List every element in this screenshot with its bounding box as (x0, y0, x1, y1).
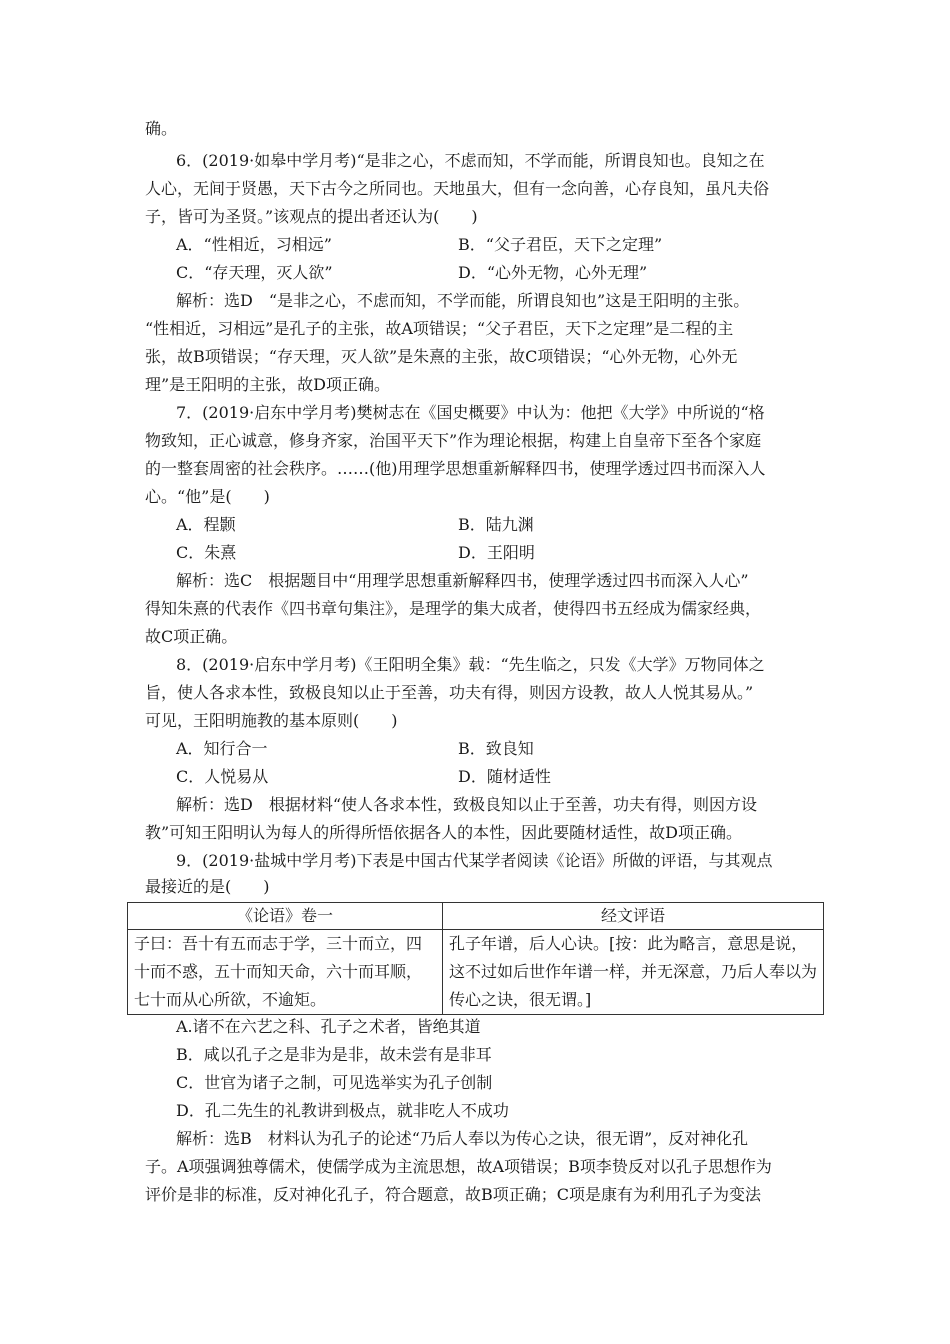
q8-option-b: B．致良知 (458, 739, 534, 758)
q6-analysis-line-2: “性相近，习相远”是孔子的主张，故A项错误；“父子君臣，天下之定理”是二程的主 (145, 319, 734, 338)
q8-analysis-line-2: 教”可知王阳明认为每人的所得所悟依据各人的本性，因此要随材适性，故D项正确。 (145, 823, 743, 842)
q9-analysis-line-1: 解析：选B 材料认为孔子的论述“乃后人奉以为传心之诀，很无谓”，反对神化孔 (176, 1129, 749, 1148)
q7-stem-line-3: 的一整套周密的社会秩序。……(他)用理学思想重新解释四书，使理学透过四书而深入人 (145, 459, 766, 478)
table-cell-quote-text: 子曰：吾十有五而志于学，三十而立，四十而不惑，五十而知天命，六十而耳顺，七十而从心所欲，不逾矩。 (134, 934, 423, 1009)
q8-stem-line-3: 可见，王阳明施教的基本原则( ) (145, 711, 398, 730)
q7-stem-line-2: 物致知，正心诚意，修身齐家，治国平天下”作为理论根据，构建上自皇帝下至各个家庭 (145, 431, 762, 450)
q7-option-c: C．朱熹 (176, 543, 237, 562)
q8-option-d: D．随材适性 (458, 767, 551, 786)
q6-stem-line-1: 6．(2019·如皋中学月考)“是非之心，不虑而知，不学而能，所谓良知也。良知之在 (176, 151, 765, 170)
q6-option-b: B．“父子君臣，天下之定理” (458, 235, 663, 254)
q6-analysis-line-3: 张，故B项错误；“存天理，灭人欲”是朱熹的主张，故C项错误；“心外无物，心外无 (145, 347, 738, 366)
q9-analysis-line-2: 子。A项强调独尊儒术，使儒学成为主流思想，故A项错误；B项李贽反对以孔子思想作为 (145, 1157, 772, 1176)
q9-stem-line-1: 9．(2019·盐城中学月考)下表是中国古代某学者阅读《论语》所做的评语，与其观点 (176, 851, 773, 870)
q6-option-c: C．“存天理，灭人欲” (176, 263, 333, 282)
table-row (128, 930, 824, 1015)
q7-analysis-line-1: 解析：选C 根据题目中“用理学思想重新解释四书，使理学透过四书而深入人心” (176, 571, 749, 590)
table-header-cell: 《论语》卷一 (128, 903, 443, 930)
table-header-cell: 经文评语 (443, 903, 824, 930)
q9-comparison-table (127, 902, 824, 1015)
q7-option-b: B．陆九渊 (458, 515, 534, 534)
q6-option-d: D．“心外无物，心外无理” (458, 263, 648, 282)
table-cell-comment-text: 孔子年谱，后人心诀。[按：此为略言，意思是说，这不过如后世作年谱一样，并无深意，乃后人奉以为传心之诀，很无谓。] (449, 934, 818, 1009)
q6-stem-line-2: 人心，无间于贤愚，天下古今之所同也。天地虽大，但有一念向善，心存良知，虽凡夫俗 (145, 179, 770, 198)
q8-option-c: C．人悦易从 (176, 767, 269, 786)
q7-option-d: D．王阳明 (458, 543, 535, 562)
q6-stem-line-3: 子，皆可为圣贤。”该观点的提出者还认为( ) (145, 207, 478, 226)
q7-option-a: A．程颢 (176, 515, 236, 534)
q7-stem-line-4: 心。“他”是( ) (145, 487, 270, 506)
table-cell-quote (128, 930, 443, 1015)
q9-option-b: B．咸以孔子之是非为是非，故未尝有是非耳 (176, 1045, 492, 1064)
q8-stem-line-1: 8．(2019·启东中学月考)《王阳明全集》载：“先生临之，只发《大学》万物同体之 (176, 655, 765, 674)
q8-stem-line-2: 旨，使人各求本性，致极良知以止于至善，功夫有得，则因方设教，故人人悦其易从。” (145, 683, 754, 702)
q7-analysis-line-2: 得知朱熹的代表作《四书章句集注》，是理学的集大成者，使得四书五经成为儒家经典， (145, 599, 762, 618)
table-header-row (128, 903, 824, 930)
top-fragment: 确。 (145, 119, 178, 138)
q9-option-d: D．孔二先生的礼教讲到极点，就非吃人不成功 (176, 1101, 509, 1120)
q6-option-a: A．“性相近，习相远” (176, 235, 332, 254)
q6-analysis-line-4: 理”是王阳明的主张，故D项正确。 (145, 375, 391, 394)
q9-stem-line-2: 最接近的是( ) (145, 877, 270, 896)
q8-option-a: A．知行合一 (176, 739, 268, 758)
q9-analysis-line-3: 评价是非的标准，反对神化孔子，符合题意，故B项正确；C项是康有为利用孔子为变法 (145, 1185, 762, 1204)
table-cell-comment (443, 930, 824, 1015)
q9-option-a: A.诸不在六艺之科、孔子之术者，皆绝其道 (176, 1017, 481, 1036)
q6-analysis-line-1: 解析：选D “是非之心，不虑而知，不学而能，所谓良知也”这是王阳明的主张。 (176, 291, 750, 310)
q8-analysis-line-1: 解析：选D 根据材料“使人各求本性，致极良知以止于至善，功夫有得，则因方设 (176, 795, 758, 814)
q7-stem-line-1: 7．(2019·启东中学月考)樊树志在《国史概要》中认为：他把《大学》中所说的“格 (176, 403, 765, 422)
q9-option-c: C．世官为诸子之制，可见选举实为孔子创制 (176, 1073, 493, 1092)
q7-analysis-line-3: 故C项正确。 (145, 627, 238, 646)
